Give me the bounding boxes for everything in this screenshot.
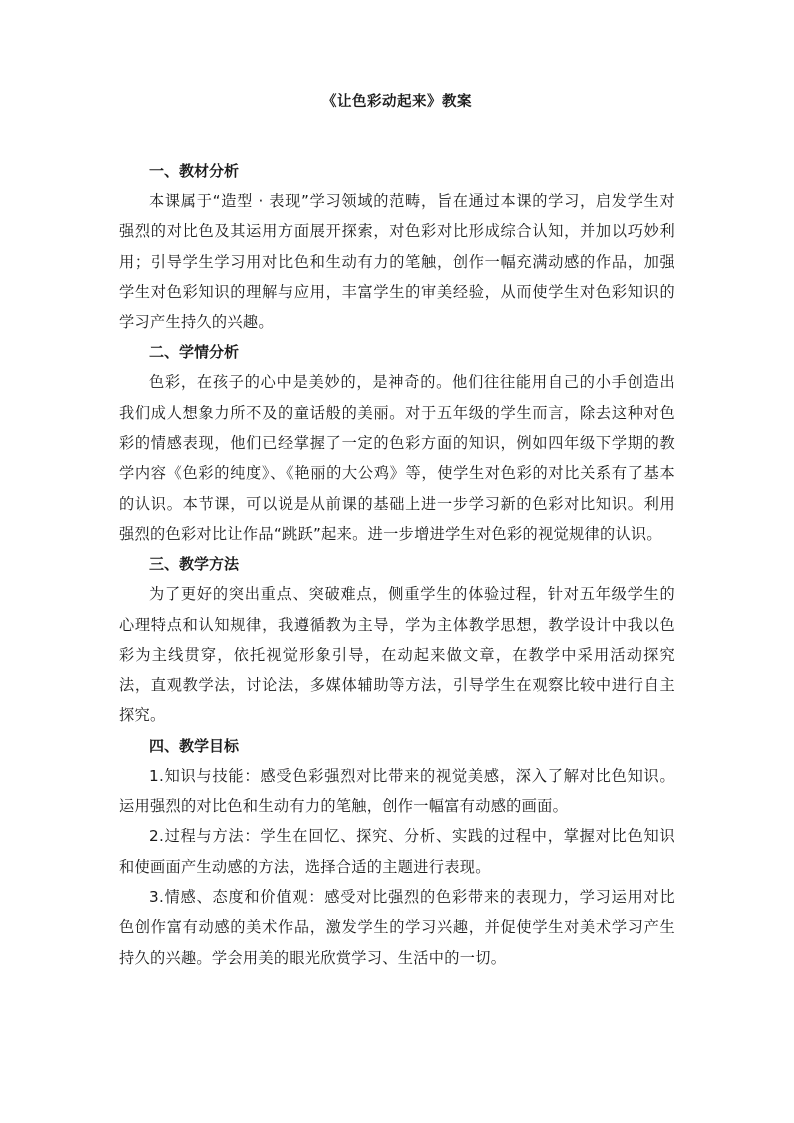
paragraph: 3.情感、态度和价值观：感受对比强烈的色彩带来的表现力，学习运用对比色创作富有动感的美术作品，激发学生的学习兴趣，并促使学生对美术学习产生持久的兴趣。学会用美的眼光欣赏学习、生活中的一切。 <box>119 887 675 967</box>
section-heading: 四、教学目标 <box>149 736 240 755</box>
section-teaching-material <box>119 156 675 337</box>
paragraph: 2.过程与方法：学生在回忆、探究、分析、实践的过程中，掌握对比色知识和使画面产生动感的方法，选择合适的主题进行表现。 <box>119 827 675 876</box>
paragraph: 色彩，在孩子的心中是美妙的，是神奇的。他们往往能用自己的小手创造出我们成人想象力所不及的童话般的美丽。对于五年级的学生而言，除去这种对色彩的情感表现，他们已经掌握了一定的色彩方面的知识，例如四年级下学期的教学内容《色彩的纯度》、《艳丽的大公鸡》等，使学生对色彩的对比关系有了基本的认识。本节课，可以说是从前课的基础上进一步学习新的色彩对比知识。利用强烈的色彩对比让作品“跳跃”起来。进一步增进学生对色彩的视觉规律的认识。 <box>119 373 675 543</box>
section-teaching-method <box>119 549 675 730</box>
paragraph: 本课属于“造型 · 表现”学习领域的范畴，旨在通过本课的学习，启发学生对强烈的对比色及其运用方面展开探索，对色彩对比形成综合认知，并加以巧妙利用；引导学生学习用对比色和生动有力的笔触，创作一幅充满动感的作品，加强学生对色彩知识的理解与应用，丰富学生的审美经验，从而使学生对色彩知识的学习产生持久的兴趣。 <box>119 192 675 332</box>
section-student-analysis <box>119 337 675 549</box>
paragraph: 为了更好的突出重点、突破难点，侧重学生的体验过程，针对五年级学生的心理特点和认知规律，我遵循教为主导，学为主体教学思想，教学设计中我以色彩为主线贯穿，依托视觉形象引导，在动起来做文章，在教学中采用活动探究法，直观教学法，讨论法，多媒体辅助等方法，引导学生在观察比较中进行自主探究。 <box>119 585 675 725</box>
section-heading: 三、教学方法 <box>149 555 240 574</box>
section-teaching-goals <box>119 731 675 973</box>
paragraph: 1.知识与技能：感受色彩强烈对比带来的视觉美感，深入了解对比色知识。运用强烈的对比色和生动有力的笔触，创作一幅富有动感的画面。 <box>119 766 675 816</box>
document-page <box>119 90 675 973</box>
document-title: 《让色彩动起来》教案 <box>322 94 472 110</box>
section-heading: 二、学情分析 <box>149 343 240 362</box>
section-heading: 一、教材分析 <box>149 162 240 180</box>
